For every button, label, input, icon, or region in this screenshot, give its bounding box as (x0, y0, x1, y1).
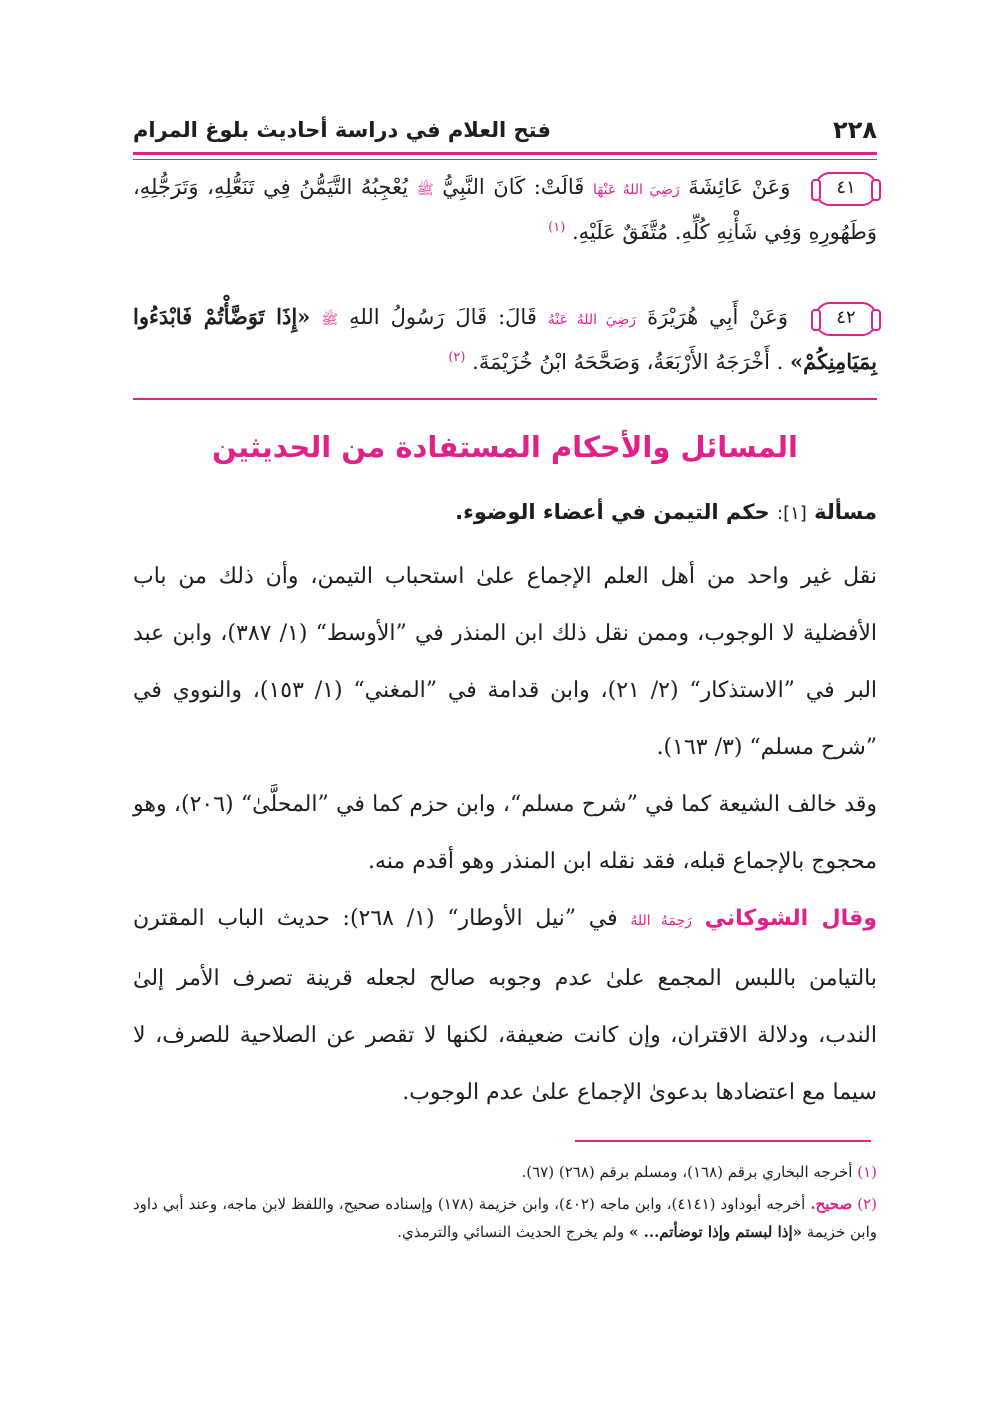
page-number: ٢٢٨ (833, 116, 877, 144)
honorific: ﷺ (321, 312, 339, 328)
section-heading: المسائل والأحكام المستفادة من الحديثين (212, 430, 798, 464)
footnote-quote: «إذا لبستم وإذا توضأتم... » (629, 1223, 802, 1241)
paragraph-1: نقل غير واحد من أهل العلم الإجماع علىٰ استحباب التيمن، وأن ذلك من باب الأفضلية لا الوجوب، وممن نقل ذلك ابن المنذر في ”الأوسط“ (١/ ٣٨٧)، وابن عبد البر في ”الاستذكار“ (٢/ ٢١)، وابن قدامة في ”المغني“ (١/ ١٥٣)، والنووي في ”شرح مسلم“ (٣/ ١٦٣). (133, 564, 878, 760)
footnote-number: (١) (857, 1163, 877, 1181)
footnote-text: أخرجه البخاري برقم (١٦٨)، ومسلم برقم (٢٦٨) (٦٧). (521, 1163, 853, 1181)
issue-number: [١]: (777, 503, 807, 524)
hadith-text: يُعْجِبُهُ التَّيَمُّنُ فِي تَنَعُّلِهِ، وَتَرَجُّلِهِ، وَطَهُورِهِ وَفِي شَأْنِهِ كُلِّهِ. مُتَّفَقٌ عَلَيْهِ. (133, 175, 877, 244)
hadith-text: وَعَنْ أَبِي هُرَيْرَةَ (647, 305, 788, 329)
honorific: رَضِيَ اللهُ عَنْهُ (547, 312, 637, 328)
hadith-text: . أَخْرَجَهُ الأَرْبَعَةُ، وَصَحَّحَهُ ابْنُ خُزَيْمَةَ. (472, 350, 784, 374)
footnote-text: أخرجه أبوداود (٤١٤١)، وابن ماجه (٤٠٢)، وابن خزيمة (١٧٨) وإسناده صحيح، واللفظ لابن ماجه، وعند أبي داود وابن خزيمة (133, 1195, 877, 1241)
header-rule-thick (133, 152, 877, 155)
footnote-1 (133, 1158, 877, 1186)
footnote-ref[interactable]: (١) (548, 220, 566, 235)
footnote-2 (133, 1190, 877, 1246)
hadith-text: قَالَ: قَالَ رَسُولُ اللهِ (349, 305, 537, 329)
hadith-quote: «إِذَا تَوَضَّأْتُمْ فَابْدَءُوا بِمَيَامِنِكُمْ» (133, 304, 877, 374)
section-divider (133, 398, 877, 400)
paragraph-text: في ”نيل الأوطار“ (١/ ٢٦٨): حديث الباب المقترن بالتيامن باللبس المجمع علىٰ عدم وجوبه صالح لجعله قرينة تصرف الأمر إلىٰ الندب، ودلالة الاقتران، وإن كانت ضعيفة، لكنها لا تقصر عن الصلاحية للصرف، لا سيما مع اعتضادها بدعوىٰ الإجماع علىٰ عدم الوجوب. (133, 906, 877, 1105)
paragraph-3 (133, 890, 877, 1121)
issue-heading (133, 500, 877, 524)
hadith-41 (133, 168, 877, 251)
book-title: فتح العلام في دراسة أحاديث بلوغ المرام (133, 118, 551, 142)
honorific: ﷺ (416, 182, 434, 198)
footnote-separator (575, 1140, 871, 1142)
honorific: رَحِمَهُ اللهُ (630, 913, 692, 929)
header-rule-thin (133, 159, 877, 160)
issue-title: حكم التيمن في أعضاء الوضوء. (455, 500, 770, 524)
footnote-grade: صحيح. (810, 1195, 853, 1213)
hadith-text: وَعَنْ عَائِشَةَ (688, 175, 791, 199)
footnote-ref[interactable]: (٢) (448, 350, 466, 365)
page-header (133, 116, 877, 152)
honorific: رَضِيَ اللهُ عَنْهَا (592, 182, 680, 198)
footnotes (133, 1158, 877, 1250)
footnote-text: ولم يخرج الحديث النسائي والترمذي. (397, 1223, 625, 1241)
footnote-number: (٢) (857, 1195, 877, 1213)
hadith-number-badge: ٤١ (815, 172, 877, 206)
paragraph-2: وقد خالف الشيعة كما في ”شرح مسلم“، وابن حزم كما في ”المحلَّىٰ“ (٢٠٦)، وهو محجوج بالإجماع قبله، فقد نقله ابن المنذر وهو أقدم منه. (133, 792, 877, 874)
hadith-text: قَالَتْ: كَانَ النَّبِيُّ (442, 175, 585, 199)
hadith-number-badge: ٤٢ (815, 302, 877, 336)
issue-label: مسألة (814, 500, 877, 524)
hadith-42 (133, 298, 877, 381)
scholar-name: وقال الشوكاني (704, 906, 877, 931)
